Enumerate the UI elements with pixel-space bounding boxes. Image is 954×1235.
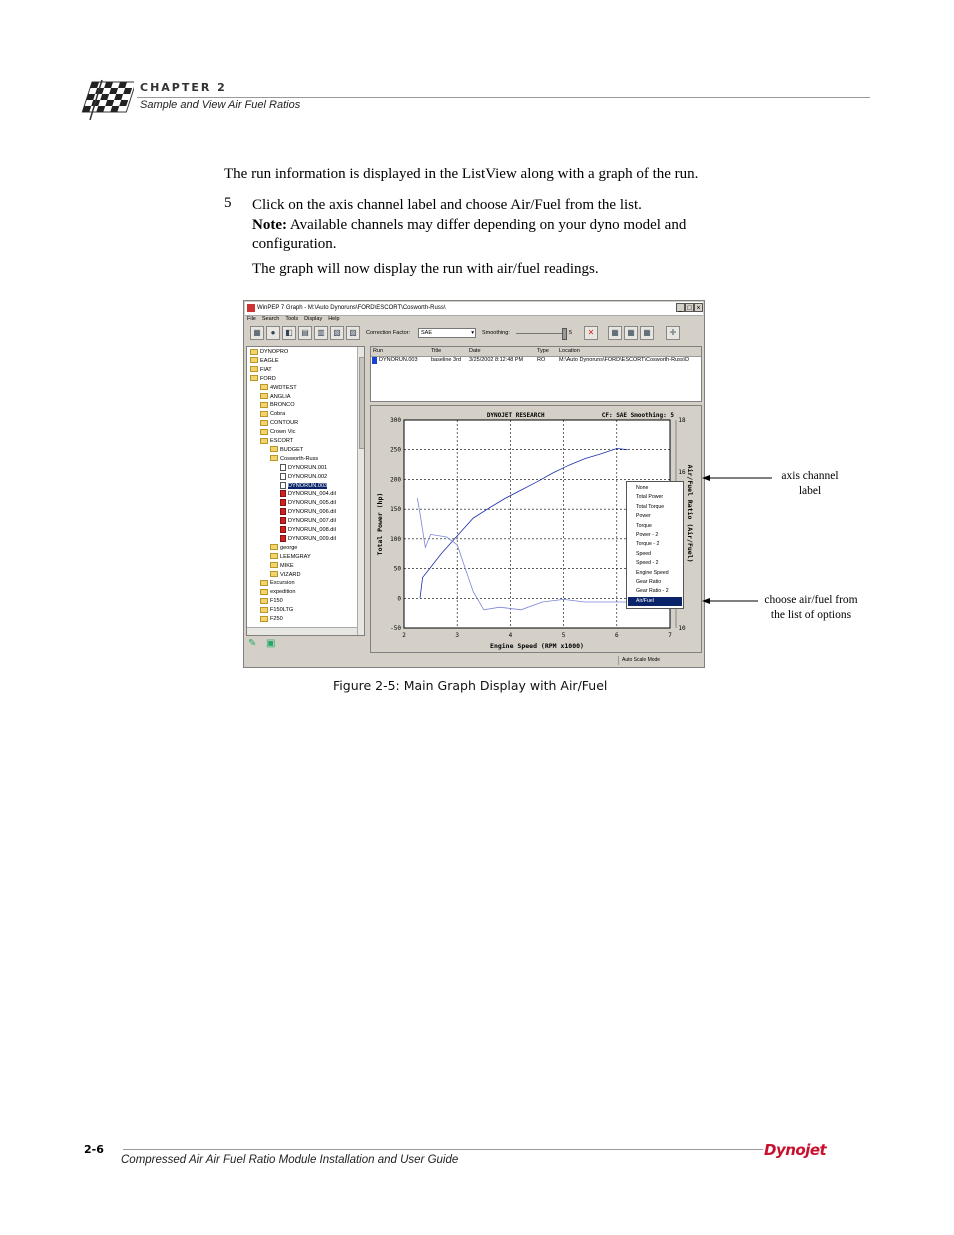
folder-icon — [250, 357, 258, 363]
folder-icon — [260, 402, 268, 408]
tree-item[interactable] — [260, 410, 285, 419]
listview-cell: RO — [537, 357, 546, 363]
file-icon — [280, 526, 286, 533]
tree-item-label: expedition — [270, 589, 296, 596]
folder-icon — [270, 455, 278, 461]
menu-option[interactable]: Gear Ratio - 2 — [636, 588, 669, 595]
listview-cell: 3/25/2002 8:12:48 PM — [469, 357, 524, 363]
tree-item-label: Cobra — [270, 411, 286, 418]
correction-factor-select[interactable] — [418, 328, 476, 338]
tree-item[interactable] — [250, 375, 276, 384]
tree-item[interactable] — [260, 393, 291, 402]
menu-option[interactable]: Total Power — [636, 494, 664, 501]
folder-icon — [260, 393, 268, 399]
result-paragraph: The graph will now display the run with air/fuel readings. — [252, 261, 599, 277]
note-line-2: configuration. — [252, 236, 337, 252]
maximize-button[interactable]: □ — [685, 303, 694, 312]
tree-item-label: DYNORUN_005.dil — [288, 500, 336, 507]
tree-item[interactable] — [280, 473, 327, 482]
menu-option[interactable]: Speed - 2 — [636, 560, 659, 567]
view-icon[interactable]: ▦ — [608, 326, 622, 340]
tree-item[interactable] — [270, 562, 294, 571]
tree-item-label: DYNORUN_006.dil — [288, 509, 336, 516]
folder-icon — [260, 420, 268, 426]
tree-item-label: DYNORUN_007.dil — [288, 518, 336, 525]
menu-item-tools[interactable]: Tools — [285, 316, 299, 322]
menu-item-file[interactable]: File — [247, 316, 256, 322]
graph-4-icon[interactable]: ▨ — [346, 326, 360, 340]
x-tick-label: 6 — [614, 632, 619, 639]
folder-icon — [270, 446, 278, 452]
chapter-subtitle: Sample and View Air Fuel Ratios — [140, 99, 301, 111]
zoom-icon[interactable]: ◧ — [282, 326, 296, 340]
menu-option[interactable]: Torque - 2 — [636, 541, 660, 548]
menu-bar — [247, 315, 346, 324]
correction-factor-label: Correction Factor: — [366, 330, 411, 336]
folder-icon — [260, 384, 268, 390]
menu-option[interactable]: Total Torque — [636, 503, 665, 510]
tree-item-label: LEEMGRAY — [280, 553, 311, 560]
x-tick-label: 3 — [455, 632, 460, 639]
tree-vertical-scrollbar[interactable] — [357, 347, 365, 635]
tree-item[interactable] — [280, 464, 327, 473]
tree-item[interactable] — [280, 482, 327, 491]
smoothing-label: Smoothing: — [482, 330, 510, 336]
listview-row[interactable] — [371, 356, 701, 365]
folder-icon — [260, 429, 268, 435]
folder-icon — [270, 544, 278, 550]
tree-item-label: Excursion — [270, 580, 295, 587]
page-number: 2-6 — [84, 1143, 104, 1156]
step-number: 5 — [224, 195, 232, 211]
view-2-icon[interactable]: ▦ — [624, 326, 638, 340]
file-icon — [280, 490, 286, 497]
tree-item[interactable] — [260, 419, 298, 428]
globe-icon[interactable]: ● — [266, 326, 280, 340]
x-tick-label: 7 — [668, 632, 672, 639]
menu-option[interactable]: Torque — [636, 522, 652, 529]
tree-item[interactable] — [260, 588, 296, 597]
checkered-flag-logo — [80, 76, 134, 120]
tree-item-label: MIKE — [280, 562, 294, 569]
file-icon — [280, 464, 286, 471]
view-3-icon[interactable]: ▦ — [640, 326, 654, 340]
smoothing-slider-thumb[interactable] — [562, 328, 567, 340]
tree-item[interactable] — [260, 606, 293, 615]
tree-item[interactable] — [250, 366, 272, 375]
folder-icon — [260, 598, 268, 604]
tree-item-label: Crown Vic — [270, 429, 296, 436]
y-tick-label: 200 — [390, 476, 401, 484]
choose-airfuel-callout — [752, 593, 870, 623]
column-header-run[interactable]: Run — [373, 348, 384, 354]
tree-item-label: F250 — [270, 616, 283, 622]
y2-tick-label: 18 — [678, 417, 686, 424]
folder-icon — [270, 562, 278, 568]
figure-caption: Figure 2-5: Main Graph Display with Air/Fuel — [333, 678, 608, 693]
menu-item-help[interactable]: Help — [328, 316, 340, 322]
tree-item[interactable] — [260, 579, 295, 588]
tree-item[interactable] — [280, 499, 336, 508]
axis-channel-menu[interactable] — [626, 481, 684, 609]
folder-icon — [260, 580, 268, 586]
y2-tick-label: 10 — [678, 625, 686, 632]
tree-item-label: DYNORUN.001 — [288, 464, 328, 471]
tree-item[interactable] — [250, 357, 279, 366]
folder-icon — [250, 375, 258, 381]
tree-item[interactable] — [280, 490, 336, 499]
note-text: Available channels may differ depending on your dyno model and — [286, 217, 687, 233]
menu-item-display[interactable]: Display — [304, 316, 323, 322]
tree-item-label: CONTOUR — [270, 420, 299, 427]
folder-icon — [260, 616, 268, 622]
edit-icon[interactable]: ✎ — [248, 638, 257, 649]
x-tick-label: 4 — [508, 632, 513, 639]
tree-item[interactable] — [270, 544, 297, 553]
y-tick-label: 300 — [390, 417, 401, 424]
tree-item-label: ANGLIA — [270, 393, 291, 400]
tree-item-label: 4WDTEST — [270, 384, 297, 391]
tree-horizontal-scrollbar[interactable] — [247, 627, 357, 636]
file-icon — [280, 508, 286, 515]
tree-item-label: FORD — [260, 375, 276, 382]
step-text: Click on the axis channel label and choose Air/Fuel from the list. — [252, 197, 642, 213]
y-axis-label: Total Power (hp) — [376, 492, 384, 556]
column-header-location[interactable]: Location — [559, 348, 580, 354]
intro-paragraph: The run information is displayed in the ListView along with a graph of the run. — [224, 166, 699, 182]
folder-icon — [260, 411, 268, 417]
file-icon — [280, 517, 286, 524]
choose-arrowhead — [702, 598, 710, 604]
y-tick-label: 250 — [390, 446, 401, 454]
y-tick-label: 100 — [390, 535, 401, 543]
folder-icon — [260, 607, 268, 613]
tree-item-label: DYNOPRO — [260, 349, 289, 355]
note-label: Note: — [252, 217, 287, 233]
file-icon — [280, 499, 286, 506]
run-listview[interactable] — [370, 346, 702, 402]
axis-callout-line2: label — [798, 485, 822, 497]
chevron-down-icon: ▾ — [471, 330, 474, 336]
folder-icon — [250, 349, 258, 355]
grid-icon[interactable]: ▦ — [250, 326, 264, 340]
listview-cell: DYNORUN.003 — [379, 357, 418, 363]
tree-item-label: VIZARD — [280, 571, 301, 578]
tree-item-label: BUDGET — [280, 446, 304, 453]
tree-item[interactable] — [260, 401, 295, 410]
menu-option[interactable]: Air/Fuel — [628, 597, 682, 606]
menu-option[interactable]: Power — [636, 513, 651, 520]
folder-tree[interactable] — [246, 346, 365, 636]
tree-item-label: george — [280, 544, 298, 551]
toolbar — [246, 325, 702, 343]
file-icon — [280, 482, 286, 489]
folder-icon — [260, 589, 268, 595]
tree-item-label: BRONCO — [270, 402, 295, 409]
x-axis-label: Engine Speed (RPM x1000) — [490, 642, 584, 650]
column-header-date[interactable]: Date — [469, 348, 481, 354]
tree-item-label: F150LTG — [270, 607, 294, 614]
graph-3-icon[interactable]: ▧ — [330, 326, 344, 340]
chart-subtitle: CF: SAE Smoothing: 5 — [601, 412, 674, 419]
status-text: Auto Scale Mode — [618, 656, 702, 665]
tree-item[interactable] — [260, 428, 295, 437]
minimize-button[interactable]: _ — [676, 303, 685, 312]
axis-channel-callout — [760, 469, 860, 499]
tree-item-label: Cosworth-Russ — [280, 455, 319, 462]
menu-option[interactable]: Engine Speed — [636, 569, 669, 576]
footer-rule — [123, 1149, 763, 1150]
tree-item-label: ESCORT — [270, 438, 294, 444]
menu-item-search[interactable]: Search — [261, 316, 280, 322]
graph-2-icon[interactable]: ▥ — [314, 326, 328, 340]
title-bar — [245, 302, 703, 316]
folder-icon — [250, 366, 258, 372]
save-icon[interactable]: ▣ — [266, 638, 276, 649]
y2-axis-label: Air/Fuel Ratio (Air/Fuel) — [686, 464, 694, 563]
tree-item-label: FIAT — [260, 366, 272, 373]
tree-item[interactable] — [280, 517, 336, 526]
folder-icon — [270, 553, 278, 559]
tree-item[interactable] — [260, 384, 297, 393]
tree-item[interactable] — [270, 455, 318, 464]
tree-item[interactable] — [280, 535, 336, 544]
app-icon — [247, 304, 255, 312]
folder-icon — [260, 438, 268, 444]
column-header-title[interactable]: Title — [431, 348, 442, 354]
y-tick-label: 150 — [390, 506, 401, 514]
crosshair-icon[interactable]: ✛ — [666, 326, 680, 340]
tree-item[interactable] — [280, 508, 336, 517]
dynojet-logo: Dynojet — [764, 1141, 827, 1159]
x-tick-label: 5 — [561, 632, 566, 639]
menu-option[interactable]: Power - 2 — [636, 532, 659, 538]
x-tick-label: 2 — [402, 632, 406, 639]
menu-option[interactable]: Gear Ratio — [636, 579, 662, 585]
tree-item-label: DYNORUN.002 — [288, 473, 328, 480]
tree-item-label: EAGLE — [260, 357, 279, 364]
header-rule — [137, 97, 870, 98]
y-tick-label: 0 — [397, 595, 401, 603]
smoothing-value: 5 — [569, 330, 573, 336]
tree-item[interactable] — [270, 446, 303, 455]
y-tick-label: -50 — [390, 625, 401, 632]
series-color-swatch — [372, 357, 377, 364]
listview-cell: baseline 3rd — [431, 357, 461, 363]
note-line — [252, 215, 686, 235]
footer-title: Compressed Air Air Fuel Ratio Module Installation and User Guide — [121, 1154, 459, 1166]
chapter-label: CHAPTER 2 — [140, 81, 227, 94]
choose-callout-line1: choose air/fuel from — [764, 594, 858, 606]
tree-item[interactable] — [270, 571, 301, 580]
tree-item-label: DYNORUN_009.dil — [288, 535, 336, 542]
file-icon — [280, 473, 286, 480]
close-button[interactable]: × — [694, 303, 703, 312]
clear-icon[interactable]: ✕ — [584, 326, 598, 340]
menu-option[interactable]: None — [636, 485, 649, 491]
tree-item-label: DYNORUN_008.dil — [288, 527, 336, 533]
tree-item-label: DYNORUN.003 — [288, 482, 328, 489]
choose-callout-line2: the list of options — [770, 609, 852, 621]
tree-item[interactable] — [270, 553, 311, 562]
y-tick-label: 50 — [393, 565, 401, 573]
tree-item-label: DYNORUN_004.dil — [288, 491, 336, 498]
tree-item[interactable] — [260, 615, 283, 624]
tree-item[interactable] — [260, 437, 293, 446]
app-window-screenshot — [243, 300, 705, 668]
tree-item[interactable] — [250, 348, 288, 357]
axis-callout-line1: axis channel — [781, 470, 839, 482]
listview-cell: M:\Auto Dynoruns\FORD\ESCORT\Cosworth-Russ\D — [559, 357, 690, 363]
tree-item-label: F150 — [270, 598, 283, 605]
y2-tick-label: 16 — [678, 469, 686, 476]
tree-item[interactable] — [280, 526, 336, 535]
correction-factor-value: SAE — [421, 330, 433, 336]
chart-title: DYNOJET RESEARCH — [486, 412, 545, 419]
axis-label-arrowhead — [702, 475, 710, 481]
graph-icon[interactable]: ▤ — [298, 326, 312, 340]
status-bar — [246, 656, 702, 665]
smoothing-slider[interactable] — [516, 333, 564, 334]
folder-icon — [270, 571, 278, 577]
menu-option[interactable]: Speed — [636, 550, 652, 557]
column-header-type[interactable]: Type — [537, 348, 549, 354]
file-icon — [280, 535, 286, 542]
window-title: WinPEP 7 Graph - M:\Auto Dynoruns\FORD\ESCORT\Cosworth-Russ\ — [257, 305, 446, 311]
tree-item[interactable] — [260, 597, 283, 606]
